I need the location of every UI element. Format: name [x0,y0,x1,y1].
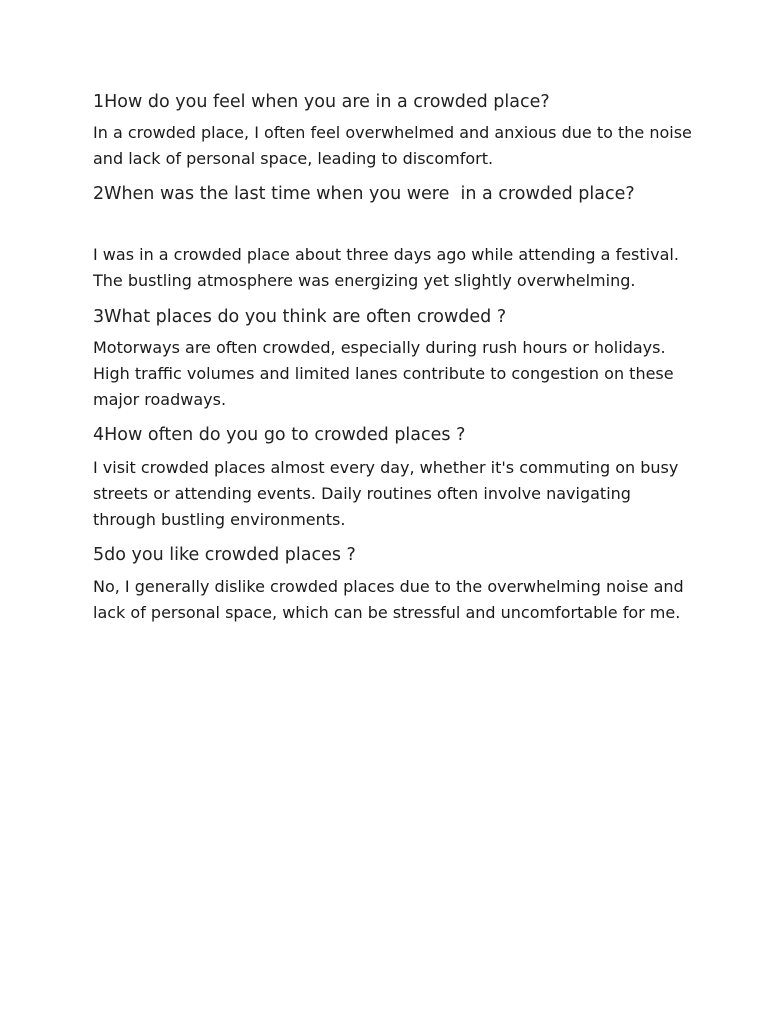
answer-5: No, I generally dislike crowded places due to the overwhelming noise and lack of personal space, which can be stressful and uncomfortable for me. [93,577,684,622]
question-3: 3What places do you think are often crowded ? [93,307,507,327]
question-4: 4How often do you go to crowded places ? [93,425,466,445]
question-1: 1How do you feel when you are in a crowded place? [93,92,550,112]
document-page [93,89,693,626]
answer-4: I visit crowded places almost every day, whether it's commuting on busy streets or attending events. Daily routines often involve navigating through bustling environments. [93,458,679,529]
answer-3: Motorways are often crowded, especially during rush hours or holidays. High traffic volumes and limited lanes contribute to congestion on these major roadways. [93,338,674,409]
answer-2: I was in a crowded place about three days ago while attending a festival. The bustling atmosphere was energizing yet slightly overwhelming. [93,245,679,290]
question-5: 5do you like crowded places ? [93,545,356,565]
answer-1: In a crowded place, I often feel overwhelmed and anxious due to the noise and lack of personal space, leading to discomfort. [93,123,692,168]
question-2: 2When was the last time when you were in a crowded place? [93,184,635,204]
